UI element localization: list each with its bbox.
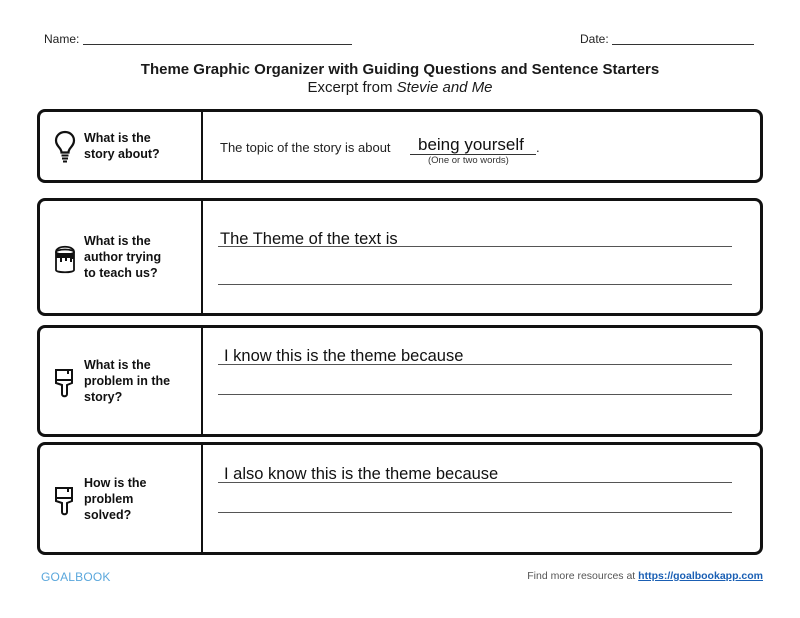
question-line: How is the [84,475,147,490]
sentence-starter: I also know this is the theme because [224,465,499,483]
column-divider [201,445,203,552]
date-field[interactable] [612,44,754,45]
question-line: story? [84,390,123,404]
column-divider [201,201,203,313]
goalbook-link[interactable]: https://goalbookapp.com [638,570,763,582]
paintbrush-icon [52,364,78,398]
question-cell [52,328,198,434]
answer-line-2[interactable] [218,394,732,395]
answer-line-1[interactable] [218,364,732,365]
paint-bucket-icon [52,240,78,274]
question-line: problem in the [84,374,171,388]
solution-row [37,442,763,555]
column-divider [201,328,203,434]
topic-period: . [536,140,540,155]
question-text [84,475,147,523]
question-cell [52,112,198,180]
answer-line-1[interactable] [218,482,732,483]
name-label: Name: [44,32,80,46]
footer-resources [527,570,763,582]
question-line: What is the [84,131,151,145]
answer-line-2[interactable] [218,512,732,513]
question-line: What is the [84,234,151,248]
question-text [84,357,170,405]
question-line: solved? [84,507,132,522]
question-text [84,233,161,281]
sentence-starter: I know this is the theme because [224,347,464,365]
name-field[interactable] [83,44,352,45]
resources-text: Find more resources at [527,570,639,582]
question-line: to teach us? [84,266,158,280]
lightbulb-icon [52,129,78,163]
answer-cell [218,201,732,313]
topic-row [37,109,763,183]
topic-hint: (One or two words) [428,155,509,166]
answer-cell [218,445,732,552]
paintbrush-icon [52,482,78,516]
question-line: story about? [84,147,160,161]
topic-answer: being yourself [418,135,524,154]
theme-row [37,198,763,316]
problem-row [37,325,763,437]
answer-line-2[interactable] [218,284,732,285]
sentence-starter: The Theme of the text is [220,230,398,248]
book-title: Stevie and Me [396,79,493,96]
goalbook-logo: GOALBOOK [41,570,111,584]
answer-cell [218,328,732,434]
question-cell [52,445,198,552]
question-line: problem [84,491,134,506]
question-text [84,130,160,162]
date-label: Date: [580,32,609,46]
column-divider [201,112,203,180]
page-title: Theme Graphic Organizer with Guiding Questions and Sentence Starters [140,61,660,78]
subtitle-prefix: Excerpt from [307,79,397,96]
topic-sentence: The topic of the story is about [220,140,391,155]
question-cell [52,201,198,313]
question-line: What is the [84,358,151,372]
answer-line-1[interactable] [218,246,732,247]
page-subtitle [0,79,800,96]
question-line: author trying [84,250,162,264]
